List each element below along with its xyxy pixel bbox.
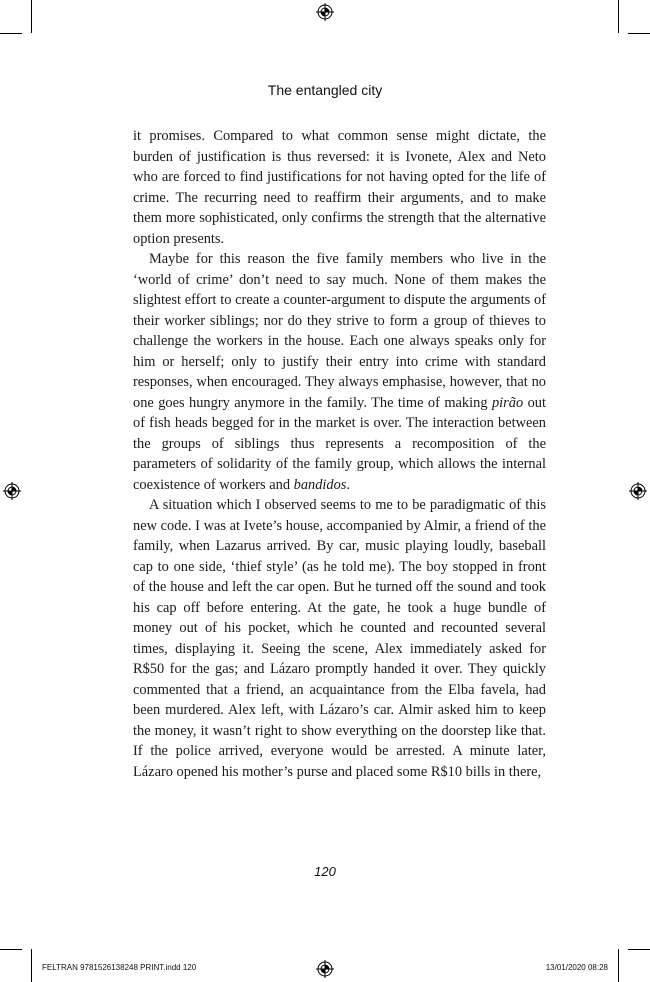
paragraph <box>133 495 546 782</box>
page-number: 120 <box>314 864 336 879</box>
body-text <box>133 126 546 782</box>
registration-mark-icon <box>3 482 21 500</box>
text-segment: out of fish heads begged for in the market is over. The interaction between the groups of siblings thus represents a recomposition of the parameters of solidarity of the family group, which allows the internal coexistence of workers and <box>133 394 546 493</box>
registration-mark-icon <box>629 482 647 500</box>
text-segment: it promises. Compared to what common sense might dictate, the burden of justification is thus reversed: it is Ivonete, Alex and Neto who are forced to find justifications for not having opted for the life of crime. The recurring need to reaffirm their arguments, and to make them more sophisticated, only confirms the strength that the alternative option presents. <box>133 128 546 247</box>
text-segment: A situation which I observed seems to me to be paradigmatic of this new code. I was at Ivete’s house, accompanied by Almir, a friend of the family, when Lazarus arrived. By car, music playing loudly, baseball cap to one side, ‘thief style’ (as he told me). The boy stopped in front of the house and left the car open. But he turned off the sound and took his cap off before entering. At the gate, he took a huge bundle of money out of his pocket, which he counted and recounted several times, displaying it. Seeing the scene, Alex immediately asked for R$50 for the gas; and Lázaro promptly handed it over. They quickly commented that a friend, an acquaintance from the Elba favela, had been murdered. Alex left, with Lázaro’s car. Almir asked him to keep the money, it wasn’t right to show everything on the doorstep like that. If the police arrived, everyone would be arrested. A minute later, Lázaro opened his mother’s purse and placed some R$10 bills in there, <box>133 497 546 780</box>
crop-mark <box>0 33 22 34</box>
crop-mark <box>618 949 619 982</box>
registration-mark-icon <box>316 3 334 21</box>
crop-mark <box>0 949 22 950</box>
italic-term: pirão <box>491 394 524 411</box>
text-segment: . <box>346 476 351 493</box>
slug-datetime: 13/01/2020 08:28 <box>545 963 608 972</box>
slug-filename: FELTRAN 9781526138248 PRINT.indd 120 <box>42 963 197 972</box>
crop-mark <box>628 33 650 34</box>
crop-mark <box>31 0 32 33</box>
registration-mark-icon <box>316 960 334 978</box>
italic-term: bandidos <box>293 476 347 493</box>
text-segment: Maybe for this reason the five family members who live in the ‘world of crime’ don’t need to say much. None of them makes the slightest effort to create a counter-argument to dispute the arguments of their worker siblings; nor do they strive to form a group of thieves to challenge the workers in the house. Each one always speaks only for him or herself; only to justify their entry into crime with standard responses, when encouraged. They always emphasise, however, that no one goes hungry anymore in the family. The time of making <box>133 251 546 411</box>
crop-mark <box>618 0 619 33</box>
paragraph <box>133 126 546 249</box>
running-head: The entangled city <box>267 82 383 98</box>
crop-mark <box>31 949 32 982</box>
crop-mark <box>628 949 650 950</box>
paragraph <box>133 249 546 495</box>
